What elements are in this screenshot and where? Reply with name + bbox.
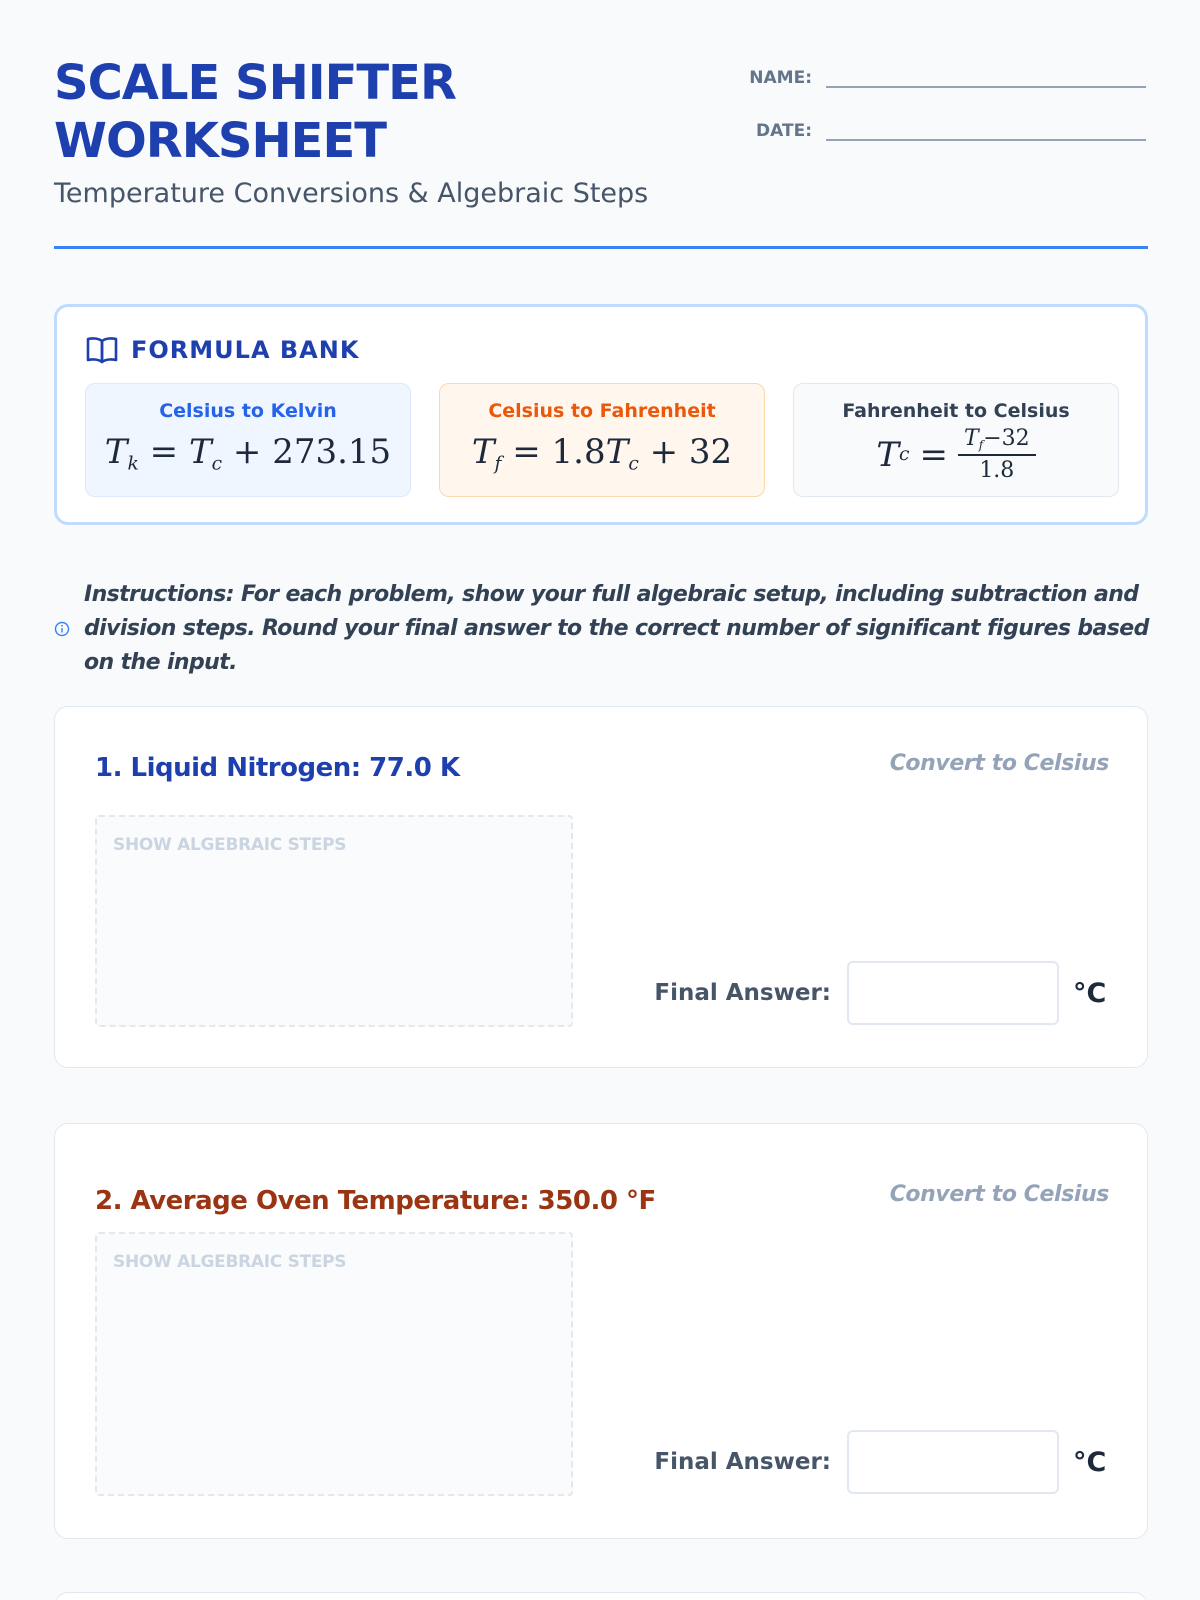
formula-bank-title: FORMULA BANK: [131, 336, 360, 364]
final-answer-row: [654, 961, 1109, 1025]
problem-card-partial: [54, 1592, 1148, 1600]
formula-name: Celsius to Fahrenheit: [488, 400, 716, 422]
date-input[interactable]: [826, 115, 1146, 141]
name-field-row: [722, 62, 1146, 88]
instructions: [54, 578, 1154, 680]
problem-title: 2. Average Oven Temperature: 350.0 °F: [95, 1186, 656, 1216]
problem-hint: Convert to Celsius: [889, 1182, 1109, 1207]
book-open-icon: [85, 335, 119, 365]
steps-label: SHOW ALGEBRAIC STEPS: [113, 835, 347, 855]
steps-work-area[interactable]: [95, 1232, 573, 1496]
formula-celsius-to-kelvin: $T_k = T_c + 273.15$: [104, 432, 392, 475]
name-input[interactable]: [826, 62, 1146, 88]
problem-card: [54, 706, 1148, 1068]
steps-work-area[interactable]: [95, 815, 573, 1027]
formula-name: Fahrenheit to Celsius: [842, 400, 1070, 422]
final-answer-label: Final Answer:: [654, 1449, 831, 1475]
page-subtitle: Temperature Conversions & Algebraic Steps: [54, 178, 649, 209]
answer-unit: °C: [1073, 1446, 1107, 1478]
instructions-text: Instructions: For each problem, show your full algebraic setup, including subtraction and division steps. Round your final answer to the correct number of significant figures based on the input.: [84, 582, 1149, 675]
problem-title: 1. Liquid Nitrogen: 77.0 K: [95, 753, 460, 783]
formula-bank-header: [85, 335, 359, 365]
formula-fraction: $\frac{T_f-32}{1.8}$: [958, 426, 1036, 483]
final-answer-input[interactable]: [847, 961, 1059, 1025]
date-label: DATE:: [756, 121, 812, 141]
info-icon: [54, 621, 70, 637]
answer-unit: °C: [1073, 977, 1107, 1009]
formula-card-fahrenheit-to-celsius: [793, 383, 1119, 497]
formula-card-celsius-to-kelvin: [85, 383, 411, 497]
formula-bank: [54, 304, 1148, 525]
steps-label: SHOW ALGEBRAIC STEPS: [113, 1252, 347, 1272]
page-title: SCALE SHIFTER WORKSHEET: [54, 55, 456, 169]
formula-name: Celsius to Kelvin: [159, 400, 337, 422]
formula-celsius-to-fahrenheit: $T_f = 1.8T_c + 32$: [471, 432, 733, 475]
final-answer-row: [654, 1430, 1109, 1494]
problem-card: [54, 1123, 1148, 1539]
date-field-row: [722, 115, 1146, 141]
name-label: NAME:: [749, 68, 812, 88]
header-divider: [54, 246, 1148, 249]
formula-fahrenheit-to-celsius: T c = $\frac{T_f-32}{1.8}$: [794, 426, 1118, 483]
problem-hint: Convert to Celsius: [889, 751, 1109, 776]
final-answer-label: Final Answer:: [654, 980, 831, 1006]
formula-card-celsius-to-fahrenheit: [439, 383, 765, 497]
final-answer-input[interactable]: [847, 1430, 1059, 1494]
